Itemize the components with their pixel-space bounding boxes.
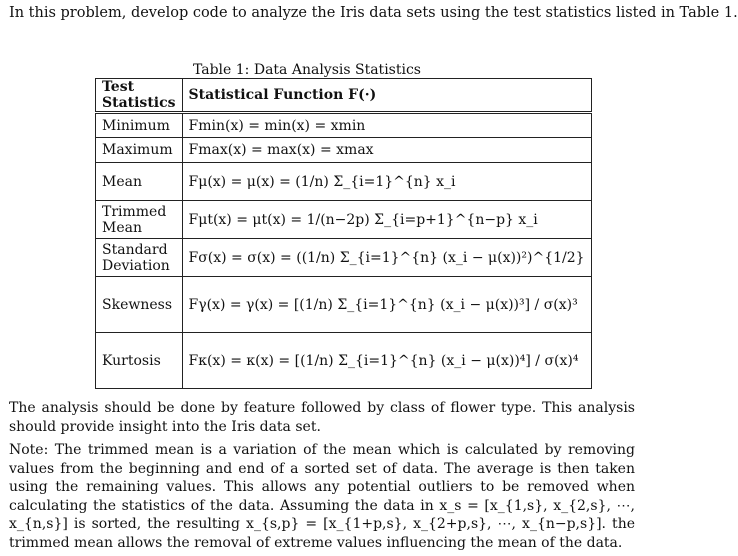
statistics-table [95, 78, 592, 389]
row-name: Mean [96, 163, 183, 201]
row-name: Kurtosis [96, 333, 183, 389]
table-caption: Table 1: Data Analysis Statistics [193, 62, 421, 78]
table-row [96, 333, 592, 389]
table-row [96, 239, 592, 277]
row-formula: Fμt(x) = μt(x) = 1/(n−2p) Σ_{i=p+1}^{n−p} x_i [182, 201, 591, 239]
analysis-paragraph: The analysis should be done by feature followed by class of flower type. This analysis should provide insight into the Iris data set. [9, 400, 635, 435]
row-name: Minimum [96, 113, 183, 138]
table-row [96, 138, 592, 163]
row-name: Skewness [96, 277, 183, 333]
table-row [96, 163, 592, 201]
row-name: Standard Deviation [96, 239, 183, 277]
row-formula: Fγ(x) = γ(x) = [(1/n) Σ_{i=1}^{n} (x_i − μ(x))³] / σ(x)³ [182, 277, 591, 333]
row-formula: Fmin(x) = min(x) = xmin [182, 113, 591, 138]
table-row [96, 201, 592, 239]
table-row [96, 113, 592, 138]
row-formula: Fκ(x) = κ(x) = [(1/n) Σ_{i=1}^{n} (x_i − μ(x))⁴] / σ(x)⁴ [182, 333, 591, 389]
row-formula: Fmax(x) = max(x) = xmax [182, 138, 591, 163]
row-name: Maximum [96, 138, 183, 163]
row-formula: Fσ(x) = σ(x) = ((1/n) Σ_{i=1}^{n} (x_i − μ(x))²)^{1/2} [182, 239, 591, 277]
header-statistical-function: Statistical Function F(·) [182, 79, 591, 113]
row-formula: Fμ(x) = μ(x) = (1/n) Σ_{i=1}^{n} x_i [182, 163, 591, 201]
header-test-statistics: Test Statistics [96, 79, 183, 113]
row-name: Trimmed Mean [96, 201, 183, 239]
note-paragraph: Note: The trimmed mean is a variation of the mean which is calculated by removing values from the beginning and end of a sorted set of data. The average is then taken using the remaining values. This allows any potential outliers to be removed when calculating the statistics of the data. Assuming the data in x_s = [x_{1,s}, x_{2,s}, ⋯, x_{n,s}] is sorted, the resulting x_{s,p} = [x_{1+p,s}, x_{2+p,s}, ⋯, x_{n−p,s}]. the trimmed mean allows the removal of extreme values influencing the mean of the data. [9, 442, 635, 551]
table-header-row [96, 79, 592, 113]
intro-text: In this problem, develop code to analyze the Iris data sets using the test statistics listed in Table 1. [9, 5, 738, 21]
table-row [96, 277, 592, 333]
